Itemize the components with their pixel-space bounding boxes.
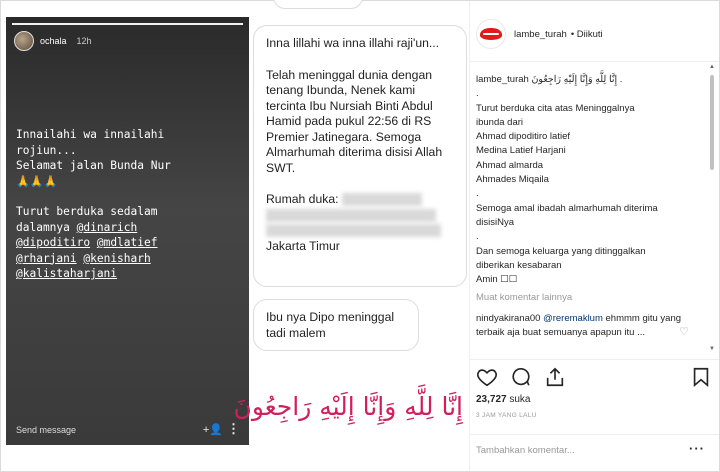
caption-text: إِنَّا لِلَّهِ وَإِنَّا إِلَيْهِ رَاجِعُونَ . [531,74,623,85]
post-actions-bar [476,366,712,390]
story-avatar[interactable] [14,31,34,51]
caption-line: Dan semoga keluarga yang ditinggalkan [476,245,646,257]
story-mention[interactable]: @kalistaharjani [16,267,118,280]
like-count[interactable]: 23,727 suka [476,394,531,405]
post-header: lambe_turah • Diikuti [470,15,720,53]
caption-line: diberikan kesabaran [476,259,562,271]
bookmark-save-icon[interactable] [690,366,712,388]
comment-mention[interactable]: @reremaklum [543,313,603,324]
story-mention[interactable]: @dipoditiro [16,236,91,249]
follow-status[interactable]: Diikuti [576,28,603,40]
chat-bubble [253,25,467,287]
caption-line: ibunda dari [476,116,524,128]
post-avatar[interactable] [476,19,506,49]
share-upload-icon[interactable] [544,366,566,388]
divider [470,61,719,62]
caption-line: Ahmades Miqaila [476,174,549,186]
story-panel[interactable] [6,17,249,445]
lips-logo-icon [480,28,502,40]
chat-bubble [253,299,419,351]
caption-line: . [476,231,479,243]
caption-line: Ahmad dipoditiro latief [476,131,570,143]
story-mention[interactable]: @kenisharh [83,251,151,265]
story-header [14,31,92,51]
story-text [16,127,246,282]
arabic-calligraphy: إِنَّا لِلَّهِ وَإِنَّا إِلَيْهِ رَاجِعُونَ [233,392,463,421]
chat-panel [233,1,469,461]
post-panel [469,1,719,471]
add-comment-input[interactable]: Tambahkan komentar... [476,445,575,456]
story-line: Selamat jalan Bunda Nur [16,159,171,172]
redacted-text [342,193,422,206]
chat-text: Ibu nya Dipo meninggal tadi malem [266,310,395,340]
divider [470,434,719,435]
story-footer [6,415,249,445]
story-username[interactable]: ochala [40,36,67,46]
scrollbar[interactable] [709,63,715,353]
story-line: dalamnya [16,220,70,234]
chat-text: Telah meninggal dunia dengan tenang Ibunda, Nenek kami tercinta Ibu Nursiah Binti Abdul Hamid pada pukul 22:56 di RS Premier Jatinegara. Semoga Almarhumah diterima disisi Allah SWT. [266,67,446,175]
story-emoji: 🙏🙏🙏 [16,174,58,188]
post-username[interactable]: lambe_turah [514,28,567,40]
story-progress-bar [12,23,243,25]
load-more-comments-link[interactable]: Muat komentar lainnya [476,292,573,303]
story-mention[interactable]: @dinarich [76,220,138,234]
story-line: Innailahi wa innailahi [16,128,165,141]
caption-line: . [476,188,479,200]
story-mention[interactable]: @rharjani [16,251,77,265]
story-line: Turut berduka sedalam [16,205,158,218]
comment-bubble-icon[interactable] [510,366,532,388]
caption-line: Ahmad almarda [476,159,544,171]
caption-line: Medina Latief Harjani [476,145,566,157]
caption-line: . [476,88,479,100]
comment-item [476,312,694,341]
post-caption [476,73,712,287]
chat-bubble-stub [273,0,363,9]
more-options-icon[interactable]: ··· [689,441,705,456]
chat-text: Jakarta Timur [266,238,340,253]
chat-text: Inna lillahi wa inna illahi raji'un... [266,36,440,50]
scroll-up-arrow-icon[interactable]: ▲ [709,64,715,70]
chat-text: Rumah duka: [266,192,339,206]
caption-line: disisiNya [476,216,515,228]
like-heart-icon[interactable] [476,366,498,388]
add-friend-icon[interactable]: +👤 [202,424,223,436]
redacted-text [266,224,441,237]
caption-line: Semoga amal ibadah almarhumah diterima [476,202,658,214]
redacted-text [266,209,436,222]
comment-text: ehmmm gitu yang terbaik aja buat semuanya apapun itu ... [476,313,682,339]
caption-line: Turut berduka cita atas Meninggalnya [476,102,635,114]
story-time: 12h [76,36,92,46]
comment-like-heart-icon[interactable]: ♡ [679,326,689,338]
scroll-down-arrow-icon[interactable]: ▼ [709,346,715,352]
post-timestamp: 3 JAM YANG LALU [476,412,537,419]
caption-username[interactable]: lambe_turah [476,74,529,85]
comment-username[interactable]: nindyakirana00 [476,313,541,324]
more-options-icon[interactable]: ⋮ [227,421,240,436]
scroll-thumb[interactable] [710,75,714,170]
caption-line: Amin ☐☐ [476,274,518,286]
send-message-input[interactable]: Send message [16,425,77,435]
story-mention[interactable]: @mdlatief [96,236,158,249]
story-line: rojiun... [16,143,77,157]
divider [470,359,719,360]
